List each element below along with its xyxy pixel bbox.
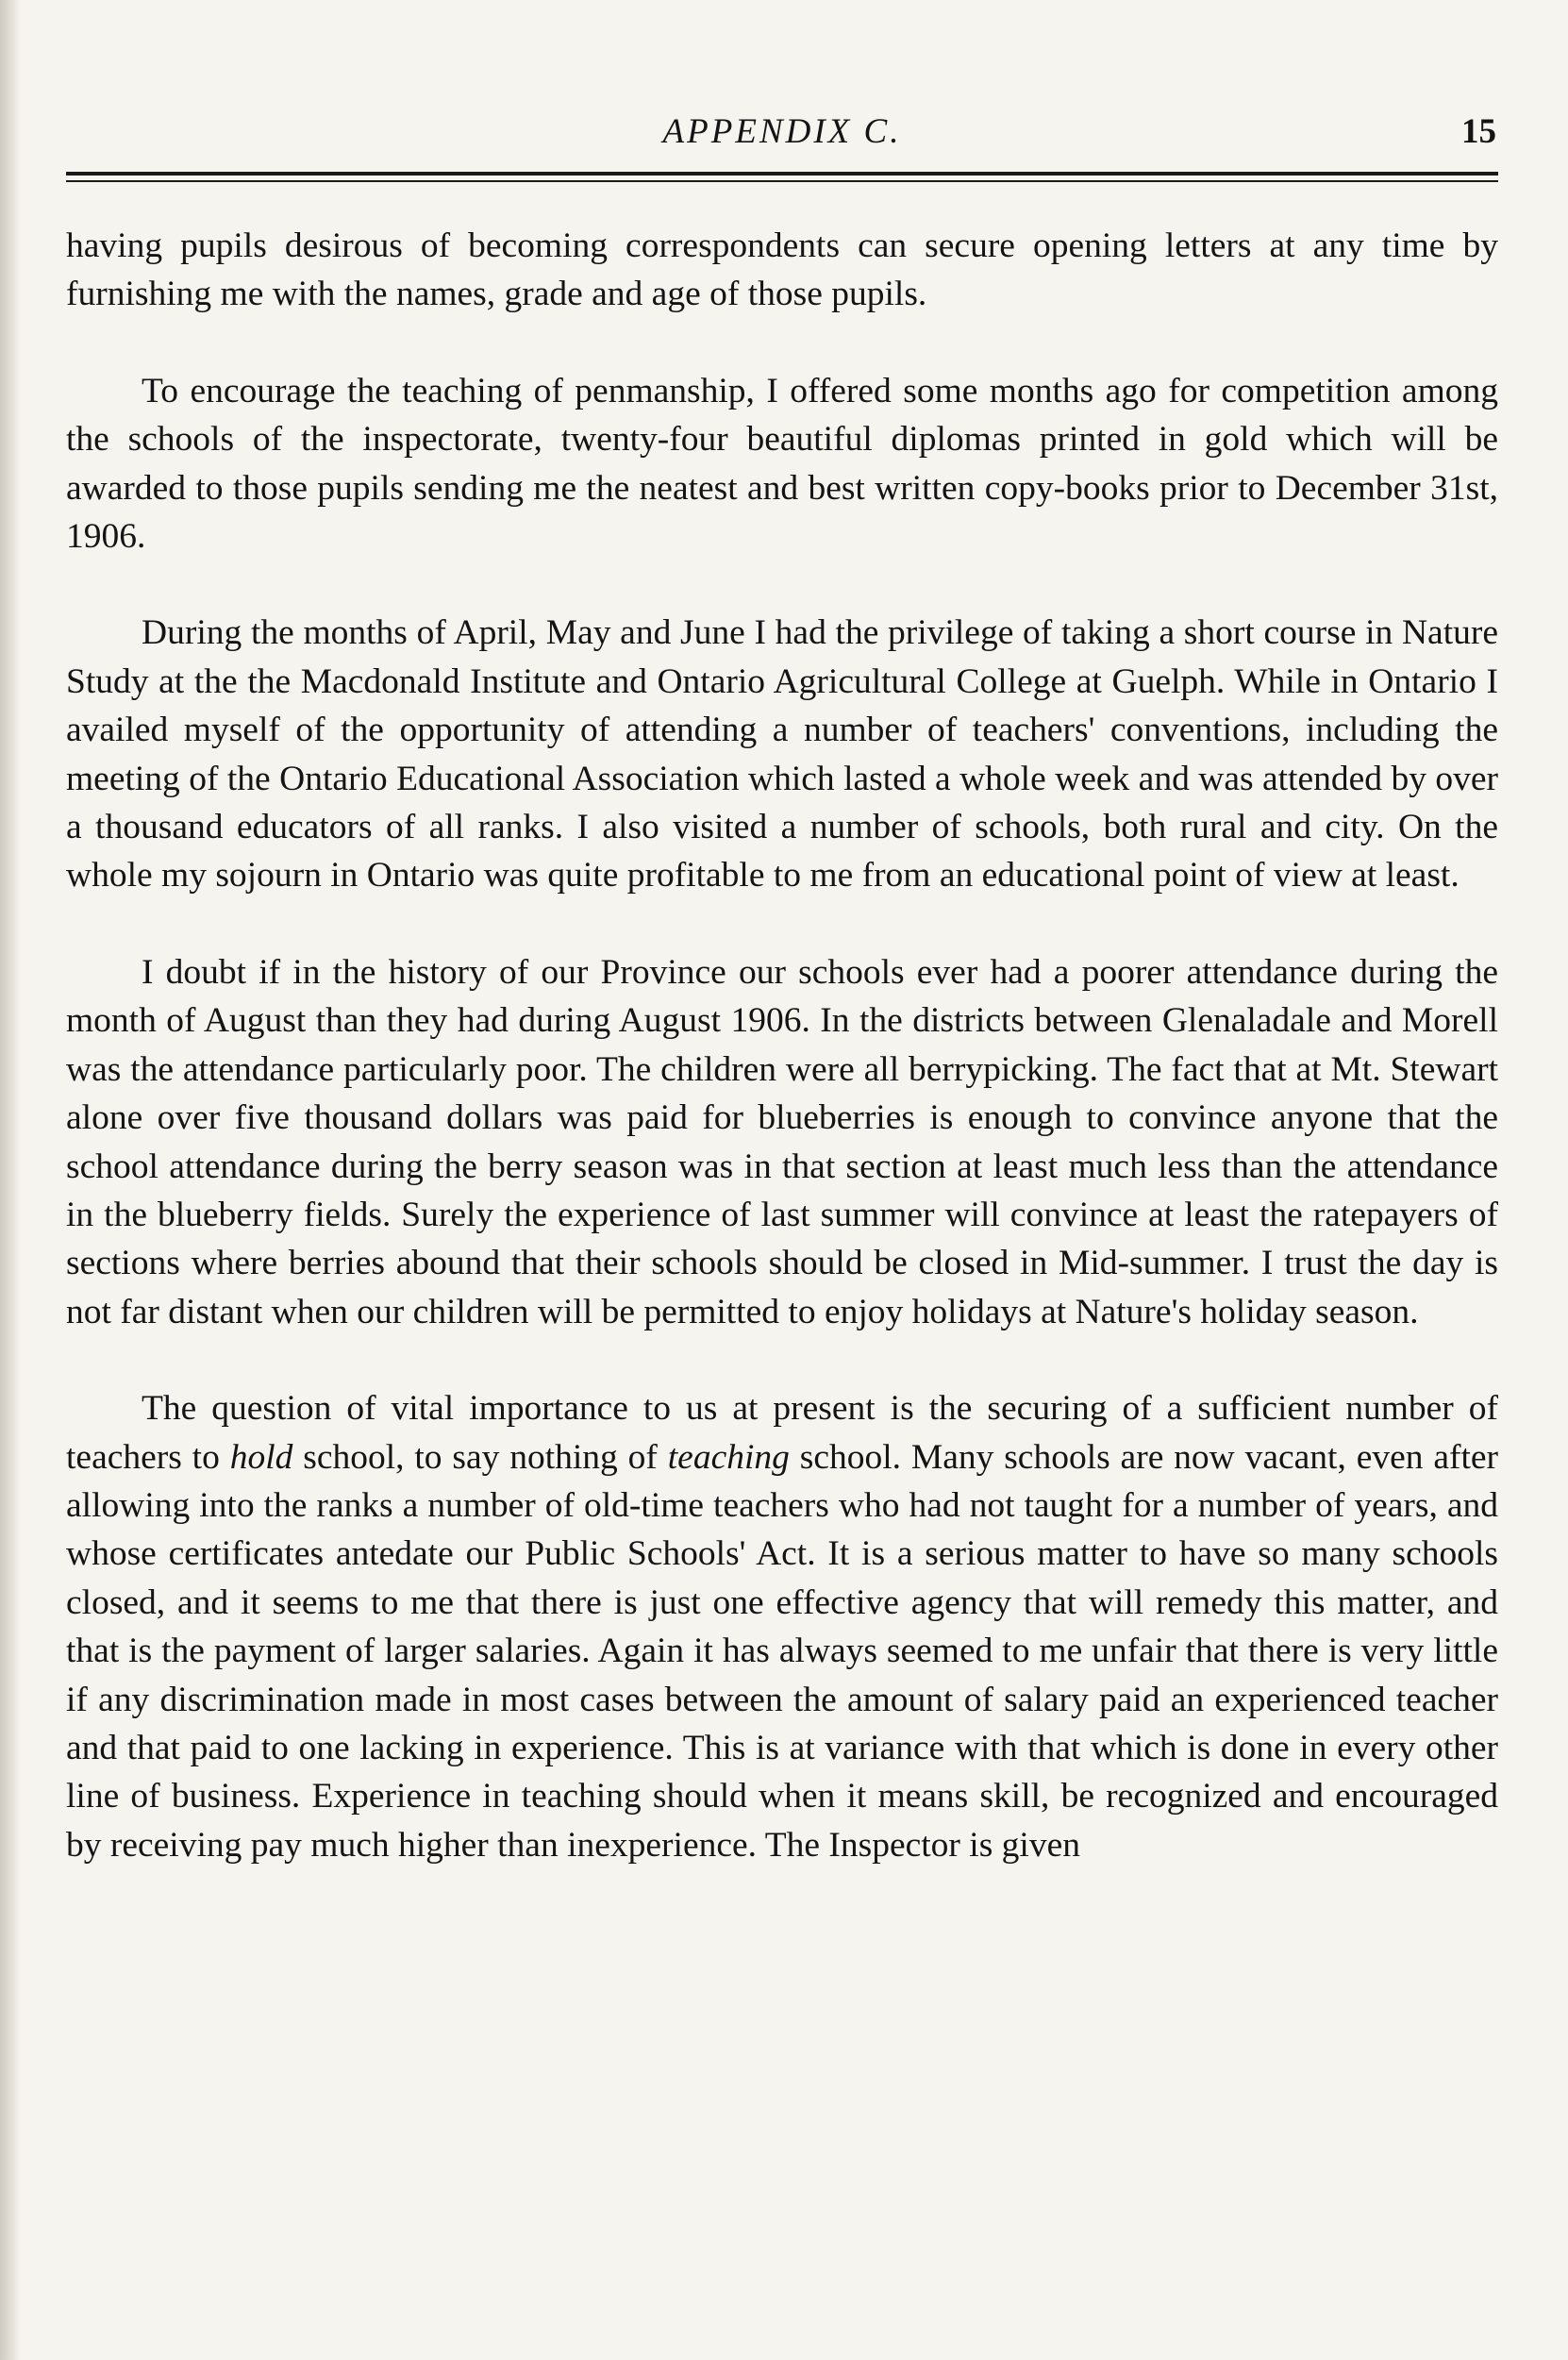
paragraph-text: school, to say nothing of <box>292 1437 668 1477</box>
body-text <box>66 222 1498 1869</box>
emphasis-teaching: teaching <box>667 1437 790 1477</box>
paragraph-text: school. Many schools are now vacant, even after allowing into the ranks a number of old-time teachers who had not taught for a number of years, and whose certificates antedate our Public Schools' Act. It is a serious matter to have so many schools closed, and it seems to me that there is just one effective agency that will remedy this matter, and that is the payment of larger salaries. Again it has always seemed to me unfair that there is very little if any discrimination made in most cases between the amount of salary paid an experienced teacher and that paid to one lacking in experience. This is at variance with that which is done in every other line of business. Experience in teaching should when it means skill, be recognized and encouraged by receiving pay much higher than inexperience. The Inspector is given <box>66 1437 1499 1865</box>
page-number: 15 <box>1461 112 1496 151</box>
paragraph-teacher-supply <box>66 1384 1498 1869</box>
binding-edge-shadow <box>0 0 21 2360</box>
page-header <box>66 104 1498 160</box>
running-head: APPENDIX C. <box>662 112 902 151</box>
emphasis-hold: hold <box>229 1437 293 1477</box>
paragraph-penmanship: To encourage the teaching of penmanship, I offered some months ago for competition among the schools of the inspectorate, twenty-four beautiful diplomas printed in gold which will be awarded to those pupils sending me the neatest and best written copy-books prior to December 31st, 1906. <box>66 371 1498 557</box>
paragraph-continuation: having pupils desirous of becoming correspondents can secure opening letters at any time by furnishing me with the names, grade and age of those pupils. <box>66 226 1498 314</box>
header-rule-thick <box>66 172 1498 176</box>
paragraph-attendance: I doubt if in the history of our Province our schools ever had a poorer attendance during the month of August than they had during August 1906. In the districts between Glenaladale and Morell was the attendance particularly poor. The children were all berrypicking. The fact that at Mt. Stewart alone over five thousand dollars was paid for blueberries is enough to convince anyone that the school attendance during the berry season was in that section at least much less than the attendance in the blueberry fields. Surely the experience of last summer will convince at least the ratepayers of sections where berries abound that their schools should be closed in Mid-summer. I trust the day is not far distant when our children will be permitted to enjoy holidays at Nature's holiday season. <box>66 952 1498 1331</box>
paragraph-nature-study: During the months of April, May and June I had the privilege of taking a short course in Nature Study at the the Macdonald Institute and Ontario Agricultural College at Guelph. While in Ontario I availed myself of the opportunity of attending a number of teachers' conventions, including the meeting of the Ontario Educational Association which lasted a whole week and was attended by over a thousand educators of all ranks. I also visited a number of schools, both rural and city. On the whole my sojourn in Ontario was quite profitable to me from an educational point of view at least. <box>66 613 1498 895</box>
paragraph-text: The question of vital importance to us at present is the securing of a sufficient number of teachers to <box>66 1389 1498 1477</box>
header-rule-thin <box>66 180 1498 182</box>
